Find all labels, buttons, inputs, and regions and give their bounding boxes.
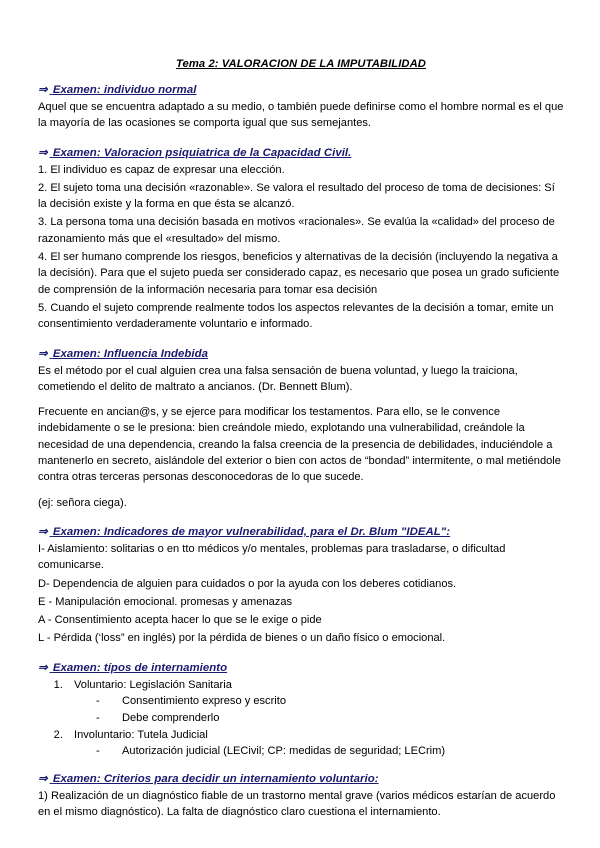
section-heading-label: Examen: típos de internamiento: [52, 661, 228, 674]
list-tipos-internamiento: [66, 677, 564, 760]
sublist: [96, 743, 564, 760]
arrow-icon: ⇒: [38, 772, 48, 785]
spacer: [38, 649, 564, 660]
list-item: - Consentimiento expreso y escrito: [96, 693, 564, 710]
paragraph: E - Manipulación emocional. promesas y amenazas: [38, 595, 293, 608]
paragraph: 3. La persona toma una decisión basada en motivos «racionales». Se evalúa la «calidad» del proceso de razonamiento más que el «resultado» del mismo.: [38, 216, 555, 245]
list-item: [66, 727, 564, 760]
arrow-icon: ⇒: [38, 661, 48, 674]
list-item: - Autorización judicial (LECivil; CP: medidas de seguridad; LECrim): [96, 743, 564, 760]
paragraph: 5. Cuando el sujeto comprende realmente todos los aspectos relevantes de la decisión a tomar, emite un consentimiento verdaderamente voluntario e informado.: [38, 301, 554, 331]
paragraph: L - Pérdida (‘loss” en inglés) por la pérdida de bienes o un daño físico o emocional.: [38, 632, 446, 645]
list-item-label: Involuntario: Tutela Judicial: [74, 728, 208, 741]
section-heading-label: Examen: Indicadores de mayor vulnerabilidad, para el Dr. Blum "IDEAL":: [52, 525, 451, 538]
spacer: [38, 335, 564, 346]
paragraph: A - Consentimiento acepta hacer lo que se le exige o pide: [38, 614, 322, 627]
section-heading-influencia-indebida: [38, 346, 564, 360]
sublist: [96, 693, 564, 726]
section-heading-label: Examen: individuo normal: [52, 84, 197, 96]
paragraph: Frecuente en ancian@s, y se ejerce para modificar los testamentos. Para ello, se le convence indebidamente o se le presiona: bien creándole miedo, explotando una vulnerabilidad, creándole la necesidad de una dependencia, creando la falsa creencia de la presencia de debilidades, induciéndole a mantenerlo en secreto, aislándole del exterior o bien con actos de “bondad” intermitente, o mal metiéndole contra otras terceras personas desconocedoras de lo que sucede.: [38, 406, 561, 484]
list-item: - Debe comprenderlo: [96, 710, 564, 727]
section-heading-label: Examen: Criterios para decidir un internamiento voluntario:: [52, 772, 379, 785]
paragraph: 1. El individuo es capaz de expresar una elección.: [38, 163, 285, 176]
list-item: [66, 677, 564, 727]
page-title: Tema 2: VALORACION DE LA IMPUTABILIDAD: [176, 58, 426, 70]
arrow-icon: ⇒: [38, 84, 48, 96]
arrow-icon: ⇒: [38, 525, 48, 538]
paragraph: I- Aislamiento: solitarias o en tto médicos y/o mentales, problemas para trasladarse, o dificultad comunicarse.: [38, 542, 506, 572]
spacer: [38, 760, 564, 771]
paragraph: D- Dependencia de alguien para cuidados o por la ayuda con los deberes cotidianos.: [38, 577, 457, 590]
list-item-label: Voluntario: Legislación Sanitaria: [74, 678, 232, 691]
paragraph: 2. El sujeto toma una decisión «razonable». Se valora el resultado del proceso de toma de decisiones: Sí la decisión existe y la forma en que ésta se alcanzó.: [38, 181, 555, 211]
section-heading-capacidad-civil: [38, 145, 564, 159]
section-heading-label: Examen: Valoracion psiquiatrica de la Capacidad Civil.: [52, 146, 352, 159]
spacer: [38, 513, 564, 524]
section-heading-criterios-internamiento: [38, 771, 564, 785]
paragraph: 4. El ser humano comprende los riesgos, beneficios y alternativas de la decisión (incluyendo la negativa a la decisión). Para que el sujeto pueda ser considerado capaz, es necesario que posea un grado suficiente de comprensión de la información necesaria para tomar esa decisión: [38, 251, 560, 296]
paragraph: Aquel que se encuentra adaptado a su medio, o también puede definirse como el hombre normal es el que la mayoría de las ocasiones se comporta igual que sus semejantes.: [38, 101, 564, 130]
section-heading-individuo-normal: [38, 82, 564, 96]
spacer: [38, 397, 564, 404]
spacer: [38, 488, 564, 495]
spacer: [38, 134, 564, 145]
arrow-icon: ⇒: [38, 146, 48, 159]
paragraph: (ej: señora ciega).: [38, 496, 127, 509]
paragraph: Es el método por el cual alguien crea una falsa sensación de buena voluntad, y luego la traiciona, cometiendo el delito de maltrato a ancianos. (Dr. Bennett Blum).: [38, 364, 518, 393]
section-heading-label: Examen: Influencia Indebida: [52, 347, 208, 360]
arrow-icon: ⇒: [38, 347, 48, 360]
section-heading-tipos-internamiento: [38, 660, 564, 674]
paragraph: 1) Realización de un diagnóstico fiable de un trastorno mental grave (varios médicos estarían de acuerdo en el mismo diagnóstico). La falta de diagnóstico claro cuestiona el internamiento.: [38, 789, 556, 819]
section-heading-indicadores-vulnerabilidad: [38, 524, 564, 538]
